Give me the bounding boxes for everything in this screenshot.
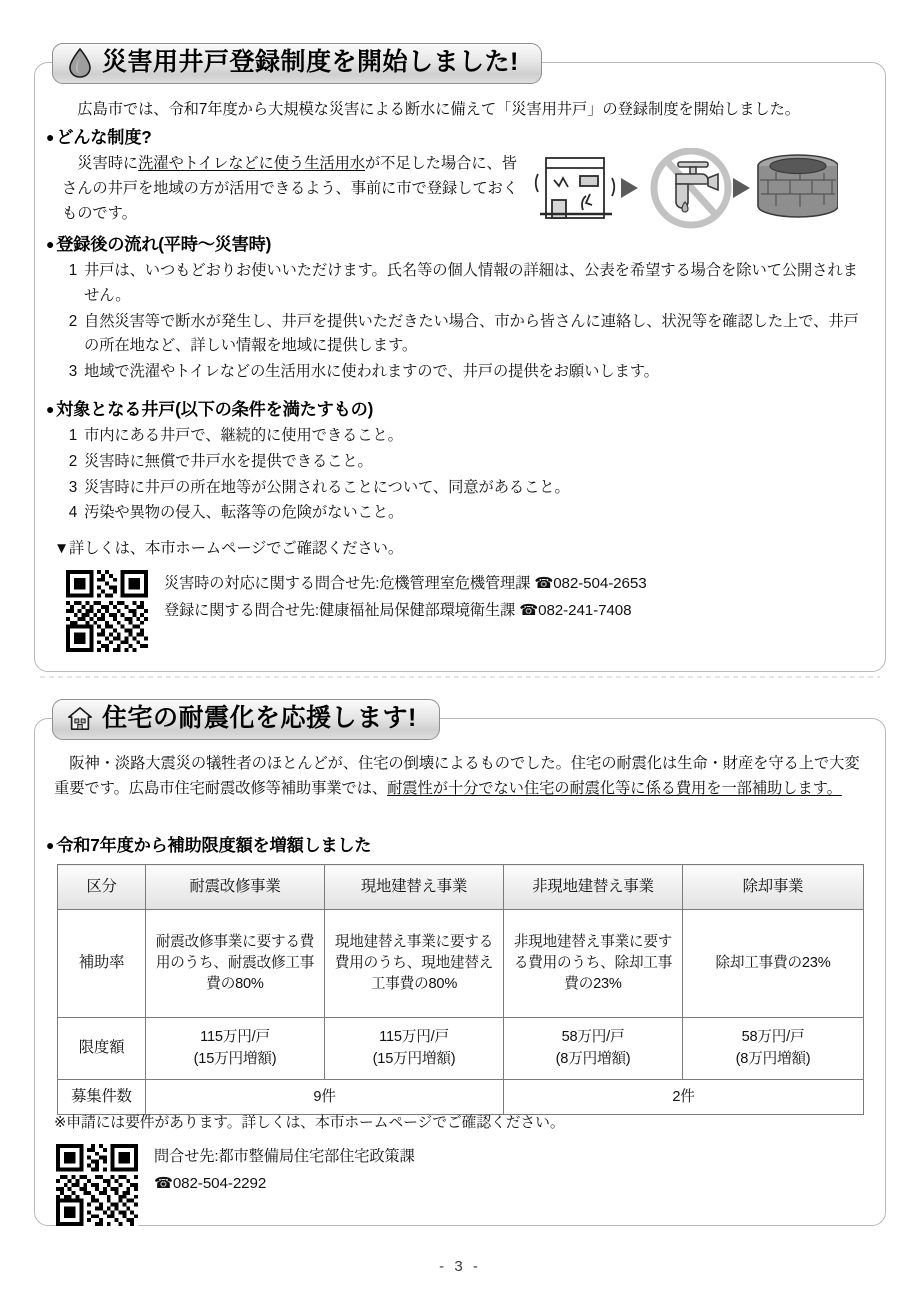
list-item-text: 市内にある井戸で、継続的に使用できること。 [84, 427, 403, 444]
wells-block1-heading: ● どんな制度? [46, 126, 152, 148]
list-item-number: 2 [68, 452, 78, 470]
table-cell: 除却工事費の23% [683, 910, 864, 1018]
seismic-heading: ● 令和7年度から補助限度額を増額しました [46, 834, 371, 856]
contact-line [164, 597, 647, 624]
contact-label: 災害時の対応に関する問合せ先:危機管理室危機管理課 [164, 575, 531, 592]
table-header-cell: 除却事業 [683, 865, 864, 910]
table-row [58, 910, 864, 1018]
phone-icon: ☎ [519, 601, 539, 620]
list-item [54, 360, 866, 385]
contact-label: 登録に関する問合せ先:健康福祉局保健部環境衛生課 [164, 602, 516, 620]
well-icon [758, 155, 838, 217]
table-row-label: 限度額 [58, 1018, 146, 1080]
wells-block1-underline: 洗濯やトイレなどに使う生活用水 [138, 155, 365, 172]
list-item-text: 汚染や異物の侵入、転落等の危険がないこと。 [84, 504, 404, 522]
list-item-text: 井戸は、いつもどおりお使いいただけます。氏名等の個人情報の詳細は、公表を希望する場合を除いて公開されません。 [84, 262, 858, 304]
section-divider [40, 676, 880, 678]
section-heading-seismic [52, 699, 440, 740]
contact-label: 問合せ先:都市整備局住宅部住宅政策課 [154, 1148, 415, 1165]
wells-intro-text: 広島市では、令和7年度から大規模な災害による断水に備えて「災害用井戸」の登録制度を開始しました。 [77, 101, 800, 118]
table-row [58, 1080, 864, 1115]
table-cell [504, 1018, 683, 1080]
table-row-label: 補助率 [58, 910, 146, 1018]
list-item-number: 1 [68, 262, 78, 279]
table-header-cell: 耐震改修事業 [146, 865, 325, 910]
wells-contact-lines [164, 570, 647, 624]
list-item-number: 3 [68, 478, 78, 496]
wells-block1-paragraph [62, 152, 522, 226]
list-item-text: 災害時に無償で井戸水を提供できること。 [84, 452, 373, 470]
list-item-number: 1 [68, 427, 78, 444]
table-cell: 9件 [146, 1080, 504, 1115]
list-item [54, 310, 866, 360]
table-cell: 現地建替え事業に要する費用のうち、現地建替え工事費の80% [325, 910, 504, 1018]
section-title-wells: 災害用井戸登録制度を開始しました! [102, 48, 519, 77]
section-title-seismic: 住宅の耐震化を応援します! [102, 704, 417, 733]
table-cell: 耐震改修事業に要する費用のうち、耐震改修工事費の80% [146, 910, 325, 1018]
section-heading-wells [52, 43, 542, 84]
list-item [54, 259, 866, 309]
amount-sub: (8万円増額) [735, 1050, 811, 1067]
table-header-row [58, 865, 864, 910]
water-drop-icon [67, 48, 93, 78]
amount-sub: (15万円増額) [193, 1050, 277, 1067]
table-cell: 非現地建替え事業に要する費用のうち、除却工事費の23% [504, 910, 683, 1018]
list-item-number: 4 [68, 504, 78, 522]
seismic-contact-lines [154, 1144, 415, 1197]
arrow-right-icon [621, 178, 638, 198]
wells-block3-list [54, 423, 866, 526]
house-icon [67, 704, 93, 734]
seismic-contact-block [56, 1144, 816, 1226]
wells-intro-paragraph [62, 98, 862, 123]
wells-block2-heading: ● 登録後の流れ(平時〜災害時) [46, 233, 271, 255]
list-item-text: 災害時に井戸の所在地等が公開されることについて、同意があること。 [84, 478, 570, 496]
table-cell [683, 1018, 864, 1080]
wells-illustration [528, 148, 838, 230]
amount-sub: (15万円増額) [372, 1050, 456, 1067]
contact-tel: 082-504-2292 [172, 1175, 267, 1193]
table-cell [146, 1018, 325, 1080]
damaged-house-icon [536, 158, 615, 218]
list-item-text: 自然災害等で断水が発生し、井戸を提供いただきたい場合、市から皆さんに連絡し、状況等を確認した上で、井戸の所在地など、詳しい情報を地域に提供します。 [84, 312, 859, 355]
contact-tel: 082-504-2653 [553, 575, 647, 592]
table-row-label: 募集件数 [58, 1080, 146, 1115]
contact-line [164, 570, 647, 597]
seismic-paragraph [54, 752, 866, 802]
table-row [58, 1018, 864, 1080]
amount-main: 115万円/戸 [379, 1029, 449, 1046]
amount-main: 58万円/戸 [741, 1029, 805, 1046]
seismic-paragraph-underline: 耐震性が十分でない住宅の耐震化等に係る費用を一部補助します。 [387, 779, 842, 797]
qr-code-icon[interactable] [56, 1144, 138, 1226]
table-cell: 2件 [504, 1080, 864, 1115]
subsidy-table [57, 864, 864, 1115]
phone-icon: ☎ [154, 1174, 173, 1193]
list-item [54, 476, 866, 501]
wells-block3-heading: ● 対象となる井戸(以下の条件を満たすもの) [46, 398, 373, 420]
list-item-text: 地域で洗濯やトイレなどの生活用水に使われますので、井戸の提供をお願いします。 [84, 363, 659, 381]
amount-main: 115万円/戸 [200, 1029, 270, 1046]
wells-block1-pre: 災害時に [77, 155, 139, 172]
contact-line [154, 1144, 415, 1170]
seismic-paragraph-pre: 阪神・淡路大震災の犠牲者のほとんどが、住宅の倒壊によるものでした。住宅の耐震化は生命・財産を守る上で大変重要です。広島市住宅耐震改修等補助事業では、 [54, 755, 860, 797]
table-header-cell: 非現地建替え事業 [504, 865, 683, 910]
phone-icon: ☎ [534, 574, 554, 592]
wells-see-more: ▼詳しくは、本市ホームページでご確認ください。 [54, 540, 404, 557]
qr-code-icon[interactable] [66, 570, 148, 652]
list-item-number: 2 [68, 312, 78, 330]
arrow-right-icon [733, 178, 750, 198]
list-item [54, 501, 866, 526]
wells-block2-list [54, 258, 866, 385]
wells-block1-post: が不足した場合に、皆さんの井戸を地域の方が活用できるよう、事前に市で登録しておくものです。 [62, 155, 518, 222]
subsidy-table-wrapper [57, 864, 863, 1115]
wells-contact-block [66, 570, 856, 652]
list-item [54, 424, 866, 449]
seismic-note: ※申請には要件があります。詳しくは、本市ホームページでご確認ください。 [54, 1115, 565, 1131]
contact-tel: 082-241-7408 [538, 602, 632, 620]
list-item-number: 3 [68, 363, 78, 381]
page-number: - 3 - [439, 1258, 481, 1275]
contact-line [154, 1170, 415, 1197]
table-cell [325, 1018, 504, 1080]
no-tap-water-icon [654, 151, 728, 225]
table-header-cell: 現地建替え事業 [325, 865, 504, 910]
table-header-cell: 区分 [58, 865, 146, 910]
amount-main: 58万円/戸 [561, 1029, 625, 1046]
list-item [54, 450, 866, 475]
amount-sub: (8万円増額) [555, 1050, 631, 1067]
